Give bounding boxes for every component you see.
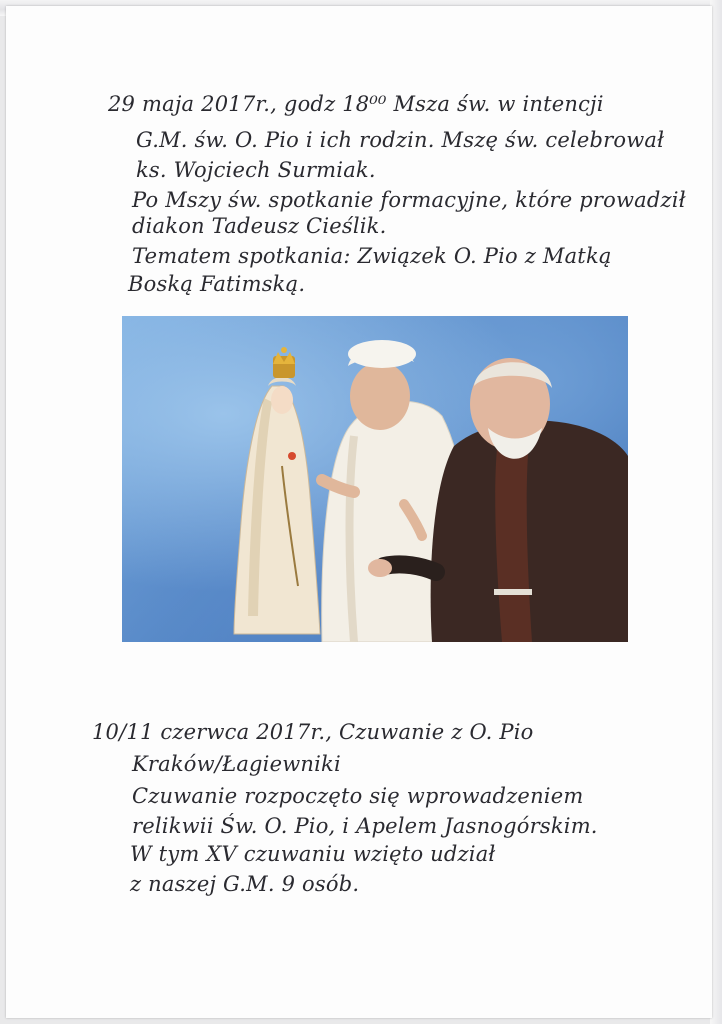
entry-2-line-3: Czuwanie rozpoczęto się wprowadzeniem: [132, 784, 584, 808]
entry-1-line-3: ks. Wojciech Surmiak.: [136, 158, 376, 182]
entry-2-line-1: 10/11 czerwca 2017r., Czuwanie z O. Pio: [92, 720, 534, 744]
entry-1-line-1: 29 maja 2017r., godz 18⁰⁰ Msza św. w intencji: [108, 92, 604, 116]
entry-1-line-6: Tematem spotkania: Związek O. Pio z Matką: [132, 244, 612, 268]
entry-2-line-2: Kraków/Łagiewniki: [132, 752, 341, 776]
entry-2-line-4: relikwii Św. O. Pio, i Apelem Jasnogórskim.: [132, 814, 598, 838]
entry-1-line-4: Po Mszy św. spotkanie formacyjne, które prowadził: [132, 188, 686, 212]
religious-photo: [122, 316, 628, 642]
statue-figure: [234, 347, 320, 634]
entry-2-line-6: z naszej G.M. 9 osób.: [130, 872, 360, 896]
entry-1-line-7: Boską Fatimską.: [128, 272, 306, 296]
entry-1-line-2: G.M. św. O. Pio i ich rodzin. Mszę św. celebrował: [136, 128, 665, 152]
photo-illustration: [122, 316, 628, 642]
entry-1-line-5: diakon Tadeusz Cieślik.: [132, 214, 387, 238]
entry-2-line-5: W tym XV czuwaniu wzięto udział: [130, 842, 496, 866]
